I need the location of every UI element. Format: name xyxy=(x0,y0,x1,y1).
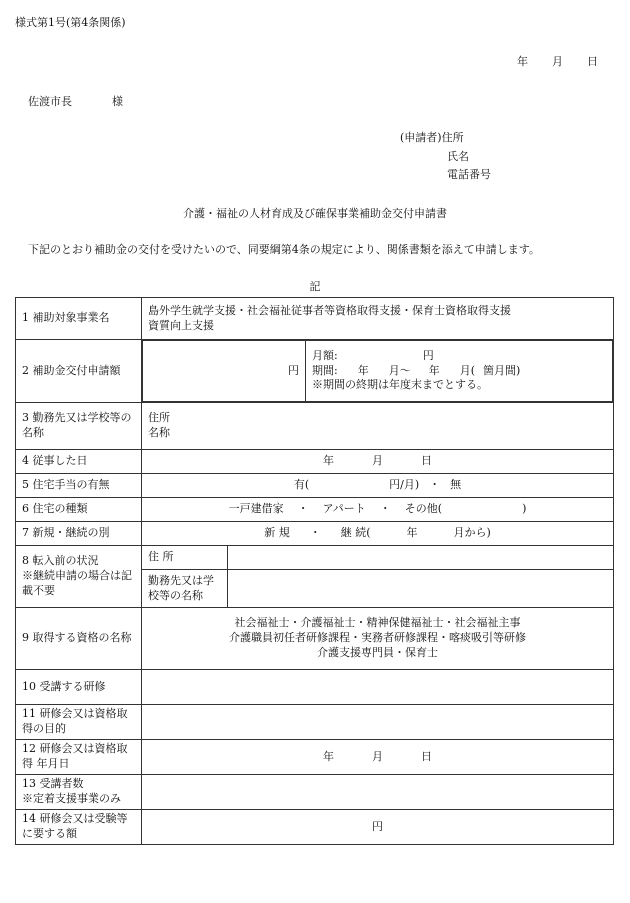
applicant-address-label: 住所 xyxy=(441,131,464,144)
period-end-month: 月( xyxy=(459,363,476,377)
value-participants[interactable] xyxy=(142,775,614,810)
period-label: 期間: xyxy=(312,363,338,377)
row-previous-address xyxy=(16,546,614,570)
allowance-unit: 円/月) xyxy=(389,478,420,492)
row-purpose xyxy=(16,705,614,740)
addressee xyxy=(28,95,123,110)
value-housing-type[interactable] xyxy=(142,498,614,522)
intro-text: 下記のとおり補助金の交付を受けたいので、同要綱第4条の規定により、関係書類を添えて申請します。 xyxy=(28,243,540,256)
value-housing-allowance[interactable] xyxy=(142,474,614,498)
value-qualification[interactable] xyxy=(142,608,614,670)
label-previous-status xyxy=(16,546,142,608)
previous-status-note: ※継続申請の場合は記載不要 xyxy=(22,569,132,597)
renewal-month-from: 月から) xyxy=(453,526,491,540)
date-month: 月 xyxy=(552,55,563,68)
option-new: 新 規 xyxy=(264,526,290,540)
label-purpose: 11 研修会又は資格取得の目的 xyxy=(16,705,142,740)
work-date-day: 日 xyxy=(421,454,432,468)
period-end-year: 年 xyxy=(428,363,440,377)
date-day: 日 xyxy=(587,55,598,68)
row-participants xyxy=(16,775,614,810)
training-date-day: 日 xyxy=(421,749,432,763)
option-renewal: 継 続( xyxy=(340,526,371,540)
ki-heading: 記 xyxy=(309,280,321,293)
row-housing-type xyxy=(16,498,614,522)
label-previous-workplace: 勤務先又は学校等の名称 xyxy=(142,570,228,608)
workplace-address-label: 住所 xyxy=(148,411,170,425)
project-options-line2: 資質向上支援 xyxy=(148,318,214,332)
value-previous-workplace[interactable] xyxy=(228,570,614,608)
housing-other-close: ) xyxy=(522,502,527,516)
period-start-year: 年 xyxy=(357,363,369,377)
date-year: 年 xyxy=(517,55,528,68)
housing-separator-2: ・ xyxy=(379,502,391,516)
row-workplace xyxy=(16,403,614,450)
label-new-renewal: 7 新規・継続の別 xyxy=(16,522,142,546)
row-training-date xyxy=(16,740,614,775)
period-note: ※期間の終期は年度末までとする。 xyxy=(312,378,488,392)
value-new-renewal[interactable] xyxy=(142,522,614,546)
value-project-name xyxy=(142,298,614,340)
form-number: 様式第1号(第4条関係) xyxy=(15,16,126,29)
value-previous-address[interactable] xyxy=(228,546,614,570)
label-training-date: 12 研修会又は資格取得 年月日 xyxy=(16,740,142,775)
training-date-year: 年 xyxy=(323,749,334,763)
housing-detached: 一戸建借家 xyxy=(228,502,284,516)
value-work-date[interactable] xyxy=(142,450,614,474)
row-work-date xyxy=(16,450,614,474)
application-form-table xyxy=(15,297,614,845)
work-date-year: 年 xyxy=(323,454,334,468)
previous-status-title: 8 転入前の状況 xyxy=(22,554,99,568)
monthly-label: 月額: xyxy=(312,348,338,362)
label-previous-address: 住 所 xyxy=(142,546,228,570)
qualification-line3: 介護支援専門員・保育士 xyxy=(317,645,438,659)
application-date xyxy=(517,55,598,70)
new-renewal-separator: ・ xyxy=(309,526,321,540)
row-cost xyxy=(16,810,614,845)
housing-other: その他( xyxy=(404,502,443,516)
period-start-month: 月〜 xyxy=(388,363,411,377)
grant-amount-field[interactable] xyxy=(143,341,306,402)
applicant-prefix: (申請者) xyxy=(400,131,442,144)
label-housing-allowance: 5 住宅手当の有無 xyxy=(16,474,142,498)
applicant-name-label: 氏名 xyxy=(447,150,469,163)
label-grant-amount: 2 補助金交付申請額 xyxy=(16,340,142,403)
label-housing-type: 6 住宅の種類 xyxy=(16,498,142,522)
label-cost: 14 研修会又は受験等に要する額 xyxy=(16,810,142,845)
qualification-line2: 介護職員初任者研修課程・実務者研修課程・喀痰吸引等研修 xyxy=(229,631,526,645)
workplace-name-label: 名称 xyxy=(148,426,170,439)
cost-yen-label: 円 xyxy=(372,819,383,833)
applicant-address xyxy=(400,131,464,146)
row-qualification xyxy=(16,608,614,670)
period-month-count: 箇月間) xyxy=(483,363,521,377)
allowance-no: 無 xyxy=(450,478,462,492)
addressee-name: 佐渡市長 xyxy=(28,95,72,108)
allowance-separator: ・ xyxy=(429,478,441,492)
renewal-year: 年 xyxy=(406,526,418,540)
label-work-date: 4 従事した日 xyxy=(16,450,142,474)
row-housing-allowance xyxy=(16,474,614,498)
label-project-name: 1 補助対象事業名 xyxy=(16,298,142,340)
document-title: 介護・福祉の人材育成及び確保事業補助金交付申請書 xyxy=(183,207,447,220)
label-workplace: 3 勤務先又は学校等の名称 xyxy=(16,403,142,450)
value-purpose[interactable] xyxy=(142,705,614,740)
label-participants xyxy=(16,775,142,810)
value-training[interactable] xyxy=(142,670,614,705)
value-cost[interactable] xyxy=(142,810,614,845)
label-qualification: 9 取得する資格の名称 xyxy=(16,608,142,670)
value-grant-amount xyxy=(142,340,614,403)
row-training xyxy=(16,670,614,705)
row-new-renewal xyxy=(16,522,614,546)
training-date-month: 月 xyxy=(372,749,383,763)
housing-separator-1: ・ xyxy=(297,502,309,516)
grant-period-block xyxy=(306,341,613,402)
value-training-date[interactable] xyxy=(142,740,614,775)
label-training: 10 受講する研修 xyxy=(16,670,142,705)
work-date-month: 月 xyxy=(372,454,383,468)
addressee-honorific: 様 xyxy=(112,95,123,108)
qualification-line1: 社会福祉士・介護福祉士・精神保健福祉士・社会福祉主事 xyxy=(234,616,521,630)
row-grant-amount xyxy=(16,340,614,403)
row-project-name xyxy=(16,298,614,340)
monthly-yen-label: 円 xyxy=(422,348,434,362)
value-workplace[interactable] xyxy=(142,403,614,450)
housing-apartment: アパート xyxy=(322,502,366,516)
allowance-yes: 有( xyxy=(293,478,310,492)
participants-title: 13 受講者数 xyxy=(22,777,84,791)
applicant-phone-label: 電話番号 xyxy=(447,168,491,181)
project-options-line1: 島外学生就学支援・社会福祉従事者等資格取得支援・保育士資格取得支援 xyxy=(148,303,511,317)
participants-note: ※定着支援事業のみ xyxy=(22,792,121,805)
grant-yen-label: 円 xyxy=(288,363,299,377)
